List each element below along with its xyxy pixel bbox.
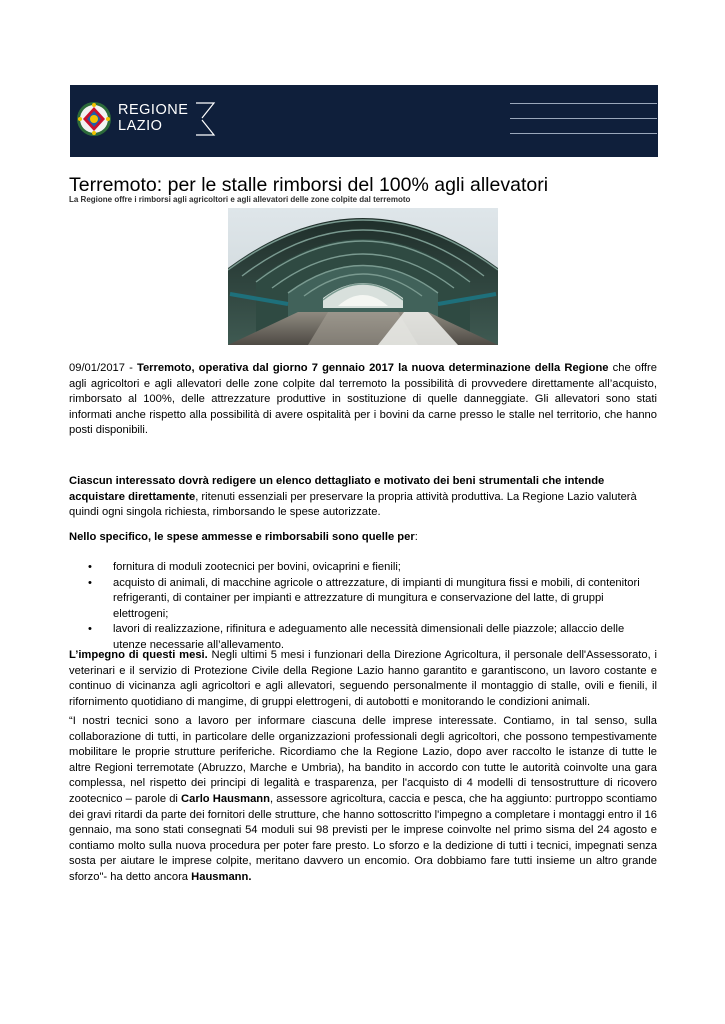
logo-chevron-graphic [190, 101, 220, 137]
commitment-bold-text: L’impegno di questi mesi. [69, 649, 208, 661]
article-date: 09/01/2017 - [69, 362, 137, 374]
paragraph-request [69, 474, 657, 521]
logo-line-1: REGIONE [118, 102, 189, 118]
header-banner [70, 85, 658, 157]
header-line-3 [510, 133, 657, 134]
paragraph-commitment [69, 648, 657, 710]
expenses-list [85, 560, 657, 654]
paragraph-quote [69, 714, 657, 886]
quote-speaker-name: Carlo Hausmann [181, 792, 270, 805]
expenses-bold-text: Nello specifico, le spese ammesse e rimborsabili sono quelle per [69, 531, 415, 543]
paragraph-expenses-intro [69, 530, 657, 546]
intro-bold-text: Terremoto, operativa dal giorno 7 gennaio 2017 la nuova determinazione della Regione [136, 362, 609, 374]
intro-text: che offre agli agricoltori e agli allevatori delle zone colpite dal terremoto la possibilità di provvedere direttamente all’acquisto, rimborsato al 100%, delle attrezzature produttive in sostituzione di quelle danneggiate. Gli allevatori sono stati informati anche rispetto alla possibilità di avere ospitalità per i bovini da carne presso le stalle nel territorio, che hanno posti disponibili. [69, 362, 657, 437]
list-item: • fornitura di moduli zootecnici per bovini, ovicaprini e fienili; [85, 560, 657, 576]
header-line-2 [510, 118, 657, 119]
regione-lazio-emblem-icon [76, 101, 112, 137]
header-line-1 [510, 103, 657, 104]
logo-wordmark [118, 102, 188, 134]
paragraph-intro [69, 361, 657, 439]
quote-speaker-surname: Hausmann. [191, 870, 252, 883]
expenses-colon: : [414, 531, 418, 543]
quote-text-a: “I nostri tecnici sono a lavoro per informare ciascuna delle imprese interessate. Contiamo, in tal senso, sulla collaborazione di tutti, in particolare delle organizzazioni professionali degli agricoltori, che possono tempestivamente mobilitare le proprie strutture periferiche. Ricordiamo che la Regione Lazio, dopo aver raccolto le istanze di tutte le altre Regioni terremotate (Abruzzo, Marche e Umbria), ha bandito in accordo con tutte le autorità coinvolte una gara complessa, nel rispetto dei principi di legalità e trasparenza, per l'acquisto di 4 modelli di tensostrutture di ricovero zootecnico – parole di [69, 715, 657, 805]
page-subtitle: La Regione offre i rimborsi agli agricoltori e agli allevatori delle zone colpite dal terremoto [69, 195, 411, 204]
logo-line-2: LAZIO [118, 118, 163, 134]
list-item: • acquisto di animali, di macchine agricole o attrezzature, di impianti di mungitura fissi e mobili, di contenitori refrigeranti, di container per impianti e attrezzature di mungitura e conservazione del latte, di gruppi elettrogeni; [85, 576, 657, 623]
list-item: • lavori di realizzazione, rifinitura e adeguamento alle necessità dimensionali delle piazzole; allaccio delle utenze necessarie all’allevamento. [85, 622, 657, 653]
request-bold-text: Ciascun interessato dovrà redigere un elenco dettagliato e motivato dei beni strumentali che intende acquistare direttamente [69, 475, 605, 503]
commitment-text: Negli ultimi 5 mesi i funzionari della Direzione Agricoltura, il personale dell'Assessorato, i veterinari e il servizio di Protezione Civile della Regione Lazio hanno garantito e garantiscono, un lavoro costante e continuo di vicinanza agli agricoltori e agli allevatori, seguendo personalmente il montaggio di stalle, ovili e fienili, il rifornimento quotidiano di mangime, di gruppi elettrogeni, di autobotti e monitorando le condizioni animali. [69, 649, 658, 708]
page-title: Terremoto: per le stalle rimborsi del 100% agli allevatori [69, 174, 549, 196]
request-text: , ritenuti essenziali per preservare la propria attività produttiva. La Regione Lazio valuterà quindi ogni singola richiesta, rimborsando le spese autorizzate. [69, 490, 637, 519]
quote-text-b: , assessore agricoltura, caccia e pesca, che ha aggiunto: purtroppo scontiamo dei gravi ritardi da parte dei fornitori delle strutture, che hanno sottoscritto l'impegno a completare i montaggi entro il 16 gennaio, ma sono stati consegnati 54 moduli sui 98 previsti per le imprese coinvolte nel primo sisma del 24 agosto e contiamo molto sulla nuova procedura per poter fare presto. Lo sforzo e la dedizione di tutti i tecnici, impegnati senza sosta per aiutare le imprese colpite, meritano davvero un encomio. Ora dobbiamo fare tutti insieme un altro grande sforzo"- ha detto ancora [69, 792, 657, 883]
tunnel-stable-photo [228, 208, 498, 345]
